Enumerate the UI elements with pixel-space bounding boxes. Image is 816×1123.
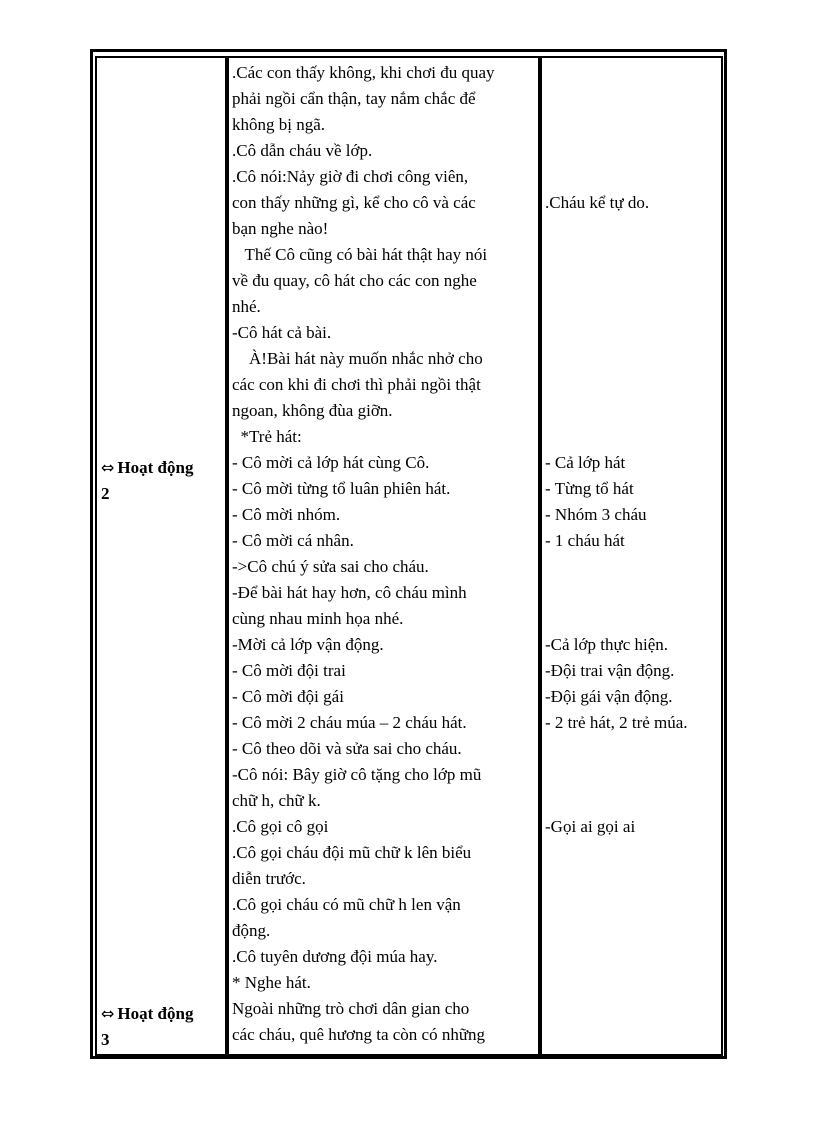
teacher-line: Thế Cô cũng có bài hát thật hay nói (232, 245, 488, 264)
teacher-line: không bị ngã. (232, 115, 326, 134)
left-right-arrow-icon: ⇔ (101, 1004, 115, 1023)
teacher-line: .Cô tuyên dương đội múa hay. (232, 947, 438, 966)
activity-label-3 (101, 1001, 223, 1053)
teacher-line: -Cô nói: Bây giờ cô tặng cho lớp mũ (232, 765, 482, 784)
teacher-line: con thấy những gì, kể cho cô và các (232, 193, 476, 212)
left-right-arrow-icon: ⇔ (101, 458, 115, 477)
teacher-line: ->Cô chú ý sửa sai cho cháu. (232, 557, 429, 576)
teacher-line: về đu quay, cô hát cho các con nghe (232, 271, 477, 290)
activity-column (95, 56, 227, 1056)
teacher-line: - Cô mời đội gái (232, 687, 344, 706)
teacher-line: bạn nghe nào! (232, 219, 329, 238)
teacher-line: - Cô mời nhóm. (232, 505, 341, 524)
teacher-line: - Cô mời cả lớp hát cùng Cô. (232, 453, 430, 472)
teacher-line: .Cô gọi cháu có mũ chữ h len vận (232, 895, 461, 914)
teacher-line: À!Bài hát này muốn nhắc nhở cho (232, 349, 483, 368)
activity-title: Hoạt động (117, 1004, 194, 1023)
teacher-line: -Mời cả lớp vận động. (232, 635, 384, 654)
child-line: .Cháu kể tự do. (545, 193, 650, 212)
activity-title: Hoạt động (117, 458, 194, 477)
teacher-line: nhé. (232, 297, 261, 316)
teacher-line: - Cô mời từng tổ luân phiên hát. (232, 479, 451, 498)
teacher-line: chữ h, chữ k. (232, 791, 321, 810)
teacher-line: - Cô theo dõi và sửa sai cho cháu. (232, 739, 462, 758)
teacher-line: .Các con thấy không, khi chơi đu quay (232, 63, 495, 82)
child-line: - 2 trẻ hát, 2 trẻ múa. (545, 713, 688, 732)
activity-label-2 (101, 455, 223, 507)
teacher-line: các cháu, quê hương ta còn có những (232, 1025, 486, 1044)
teacher-line: cùng nhau minh họa nhé. (232, 609, 404, 628)
teacher-line: - Cô mời đội trai (232, 661, 346, 680)
teacher-line: .Cô nói:Nảy giờ đi chơi công viên, (232, 167, 469, 186)
teacher-line: * Nghe hát. (232, 973, 311, 992)
teacher-line: .Cô dẫn cháu về lớp. (232, 141, 373, 160)
teacher-line: phải ngồi cẩn thận, tay nắm chắc để (232, 89, 476, 108)
child-line: -Đội trai vận động. (545, 661, 675, 680)
child-line: -Gọi ai gọi ai (545, 817, 636, 836)
teacher-line: .Cô gọi cô gọi (232, 817, 329, 836)
teacher-line: -Để bài hát hay hơn, cô cháu mình (232, 583, 467, 602)
teacher-line: ngoan, không đùa giỡn. (232, 401, 393, 420)
child-line: - Cả lớp hát (545, 453, 626, 472)
teacher-line: Ngoài những trò chơi dân gian cho (232, 999, 470, 1018)
child-line: -Cả lớp thực hiện. (545, 635, 669, 654)
child-line: - 1 cháu hát (545, 531, 625, 550)
teacher-line: động. (232, 921, 271, 940)
child-line: -Đội gái vận động. (545, 687, 673, 706)
teacher-line: .Cô gọi cháu đội mũ chữ k lên biểu (232, 843, 472, 862)
child-line: - Nhóm 3 cháu (545, 505, 647, 524)
child-line: - Từng tổ hát (545, 479, 634, 498)
teacher-line: các con khi đi chơi thì phải ngồi thật (232, 375, 481, 394)
activity-number: 3 (101, 1030, 110, 1049)
teacher-line: - Cô mời cá nhân. (232, 531, 354, 550)
teacher-line: - Cô mời 2 cháu múa – 2 cháu hát. (232, 713, 467, 732)
teacher-line: *Trẻ hát: (232, 427, 302, 446)
teacher-line: -Cô hát cả bài. (232, 323, 332, 342)
teacher-line: diễn trước. (232, 869, 306, 888)
activity-number: 2 (101, 484, 110, 503)
